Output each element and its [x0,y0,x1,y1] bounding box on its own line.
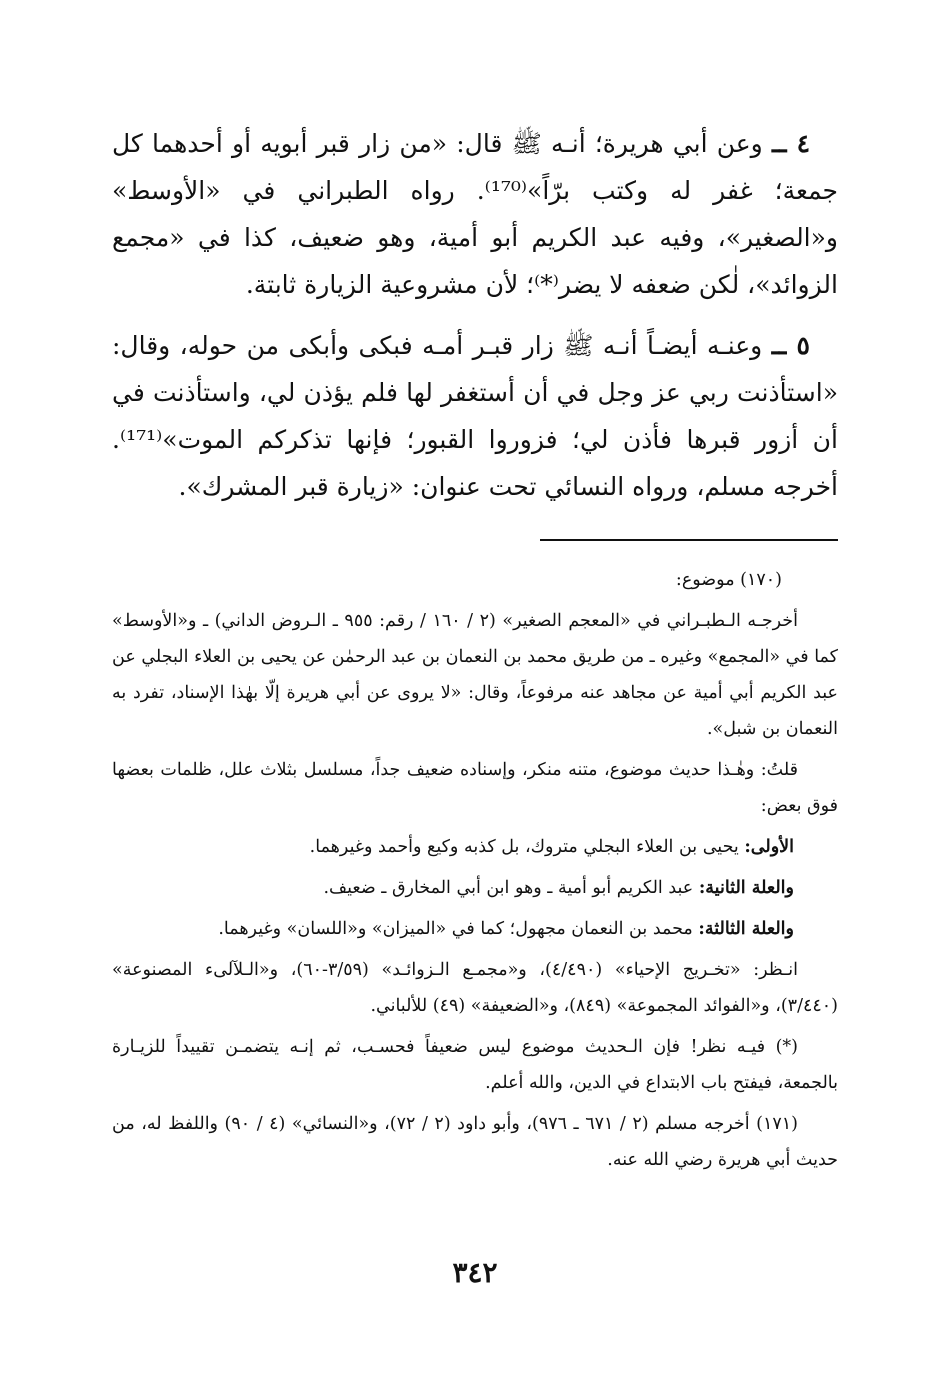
illa-label: والعلة الثانية: [698,878,794,898]
footnotes [112,562,838,1183]
main-text [112,120,838,524]
footnote-star: (*) فيـه نظر! فإن الـحديث موضوع ليس ضعيفاً فحسـب، ثم إنـه يتضمـن تقييداً للزيـارة بالجمعة، فيفتح باب الابتداع في الدين، والله أعلم. [112,1037,838,1093]
illa-second [112,870,838,906]
illa-text: يحيى بن العلاء البجلي متروك، بل كذبه وكيع وأحمد وغيرهما. [309,837,739,857]
footnote-171: (١٧١) أخرجه مسلم (٢ / ٦٧١ ـ ٩٧٦)، وأبو داود (٢ / ٧٢)، و«النسائي» (٤ / ٩٠) واللفظ له، من حديث أبي هريرة رضي الله عنه. [112,1114,838,1170]
paragraph-4 [112,120,838,308]
paragraph-number: ٥ ــ [771,331,810,360]
illa-label: الأولى: [744,837,794,857]
page-number: ٣٤٢ [452,1256,498,1289]
footnote-170-comment: قلتُ: وهٰـذا حديث موضوع، متنه منكر، وإسناده ضعيف جداً، مسلسل بثلاث علل، ظلمات بعضها فوق بعض: [112,760,838,816]
paragraph-5 [112,322,838,510]
footnote-170-body: أخرجـه الـطبـراني في «المعجم الصغير» (٢ / ١٦٠ / رقم: ٩٥٥ ـ الـروض الداني) ـ و«الأوسط» كما في «المجمع» وغيره ـ من طريق محمد بن النعمان بن عبد الرحمٰن عن يحيى بن العلاء البجلي عن عبد الكريم أبي أمية عن مجاهد عنه مرفوعاً، وقال: «لا يروى عن أبي هريرة إلّا بهٰذا الإسناد، تفرد به النعمان بن شبل». [112,611,838,739]
paragraph-text: وعنـه أيضـاً أنـه ﷺ زار قبـر أمـه فبكى وأبكى من حوله، وقال: «استأذنت ربي عز وجل في أن أستغفر لها فلم يؤذن لي، واستأذنت في أن أزور قبرها فأذن لي؛ فزوروا القبور؛ فإنها تذكركم الموت»⁽¹⁷¹⁾. أخرجه مسلم، ورواه النسائي تحت عنوان: «زيارة قبر المشرك». [112,331,838,501]
paragraph-number: ٤ ــ [771,129,811,158]
footnote-170-references: انـظر: «تخـريج الإحياء» (٤/٤٩٠)، و«مجمـع الـزوائـد» (٣/٥٩-٦٠)، و«الـلآلىء المصنوعة» (٣/٤٤٠)، و«الفوائد المجموعة» (٨٤٩)، و«الضعيفة» (٤٩) للألباني. [112,960,838,1016]
illa-text: عبد الكريم أبو أمية ـ وهو ابن أبي المخارق ـ ضعيف. [323,878,694,898]
illa-first [112,829,838,865]
paragraph-text: وعن أبي هريرة؛ أنـه ﷺ قال: «من زار قبر أبويه أو أحدهما كل جمعة؛ غفر له وكتب برّاً»⁽¹⁷⁰⁾. رواه الطبراني في «الأوسط» و«الصغير»، وفيه عبد الكريم أبو أمية، وهو ضعيف، كذا في «مجمع الزوائد»، لٰكن ضعفه لا يضر⁽*⁾؛ لأن مشروعية الزيارة ثابتة. [112,129,838,299]
illa-label: والعلة الثالثة: [698,919,794,939]
footnote-separator [540,539,838,541]
illa-third [112,911,838,947]
illa-text: محمد بن النعمان مجهول؛ كما في «الميزان» و«اللسان» وغيرهما. [218,919,693,939]
footnote-170-heading: (١٧٠) موضوع: [675,570,782,590]
